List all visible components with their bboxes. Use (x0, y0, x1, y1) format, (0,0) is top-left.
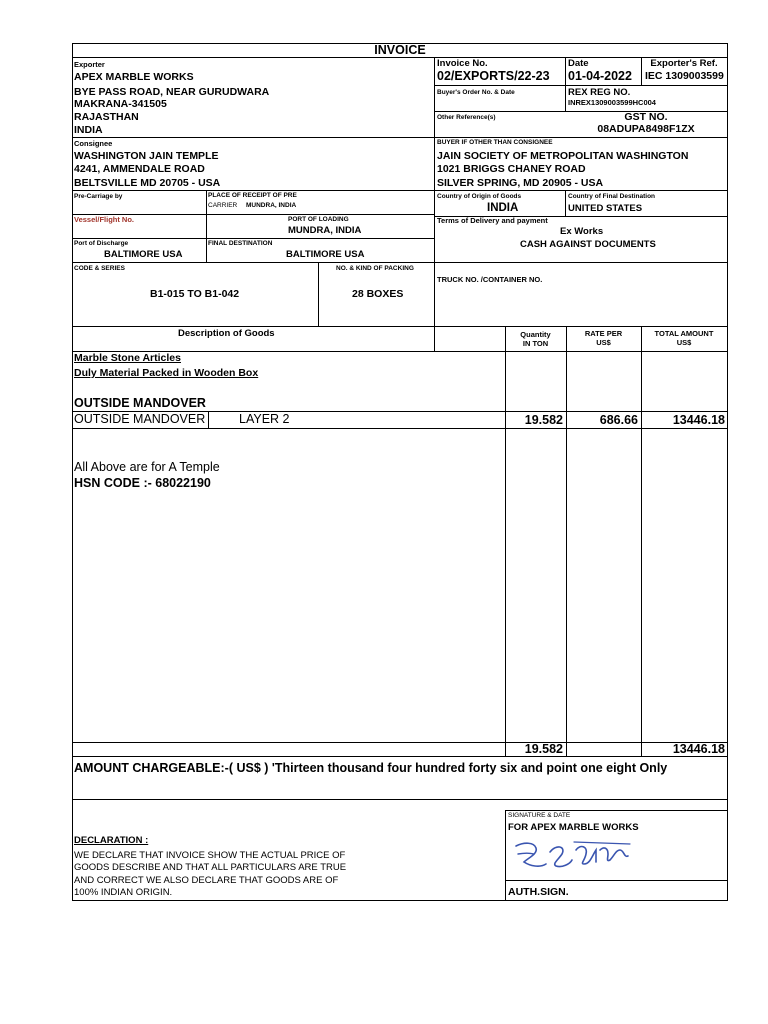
buyer-address2: SILVER SPRING, MD 20905 - USA (437, 177, 604, 189)
line-h (72, 742, 728, 743)
desc-header: Description of Goods (178, 328, 275, 339)
total-header: TOTAL AMOUNT (654, 329, 714, 338)
line-h (72, 262, 728, 263)
signature-label: SIGNATURE & DATE (508, 812, 571, 819)
declaration-line1: WE DECLARE THAT INVOICE SHOW THE ACTUAL PRICE OF (74, 850, 346, 861)
section-title: OUTSIDE MANDOVER (74, 396, 206, 410)
item-qty: 19.582 (524, 413, 563, 427)
place-receipt-label: PLACE OF RECEIPT OF PRE (208, 192, 297, 199)
invoice-no-label: Invoice No. (437, 58, 488, 69)
port-discharge: BALTIMORE USA (104, 249, 183, 260)
line-v (565, 190, 566, 216)
line-v (206, 190, 207, 262)
buyer-address1: 1021 BRIGGS CHANEY ROAD (437, 163, 586, 175)
goods-line2: Duly Material Packed in Wooden Box (74, 367, 259, 379)
exporter-label: Exporter (74, 60, 105, 69)
port-loading-label: PORT OF LOADING (288, 216, 349, 223)
rate-unit: US$ (596, 338, 611, 347)
qty-unit: IN TON (522, 339, 549, 348)
carrier-value: MUNDRA, INDIA (246, 202, 297, 209)
amount-in-words: AMOUNT CHARGEABLE:-( US$ ) 'Thirteen thousand four hundred forty six and point one eight Only (74, 761, 668, 775)
terms-incoterm: Ex Works (560, 226, 604, 237)
invoice-date: 01-04-2022 (568, 69, 632, 83)
line-h (72, 238, 435, 239)
sum-qty: 19.582 (524, 742, 563, 756)
exporter-country: INDIA (74, 124, 103, 136)
origin-label: Country of Origin of Goods (437, 193, 522, 200)
item-name: OUTSIDE MANDOVER (74, 412, 206, 426)
line-h (72, 756, 728, 757)
packing-value: 28 BOXES (352, 288, 404, 300)
declaration-line2: GOODS DESCRIBE AND THAT ALL PARTICULARS ARE TRUE (74, 862, 347, 873)
consignee-address1: 4241, AMMENDALE ROAD (74, 163, 205, 175)
terms-payment: CASH AGAINST DOCUMENTS (520, 239, 656, 250)
line-h (72, 326, 728, 327)
line-h (434, 85, 728, 86)
auth-sign: AUTH.SIGN. (508, 886, 569, 898)
rate-header: RATE PER (584, 329, 623, 338)
buyer-name: JAIN SOCIETY OF METROPOLITAN WASHINGTON (437, 150, 689, 162)
line-v (208, 411, 209, 428)
item-rate: 686.66 (599, 413, 638, 427)
consignee-name: WASHINGTON JAIN TEMPLE (74, 150, 219, 162)
packing-label: NO. & KIND OF PACKING (336, 265, 414, 272)
declaration-title: DECLARATION : (74, 835, 149, 846)
rex-label: REX REG NO. (568, 87, 631, 98)
line-v (565, 57, 566, 112)
gst-number: 08ADUPA8498F1ZX (597, 123, 695, 135)
date-label: Date (568, 58, 589, 69)
line-v-rate (566, 326, 567, 757)
item-layer: LAYER 2 (239, 412, 290, 426)
truck-container-label: TRUCK NO. /CONTAINER NO. (437, 275, 543, 284)
line-v-qty (505, 326, 506, 757)
final-country-label: Country of Final Destination (568, 193, 656, 200)
total-unit: US$ (676, 338, 692, 347)
page-title: INVOICE (374, 43, 426, 57)
border-bottom (72, 900, 728, 901)
for-company: FOR APEX MARBLE WORKS (508, 822, 639, 833)
final-country: UNITED STATES (568, 203, 643, 214)
exporter-state: RAJASTHAN (74, 111, 139, 123)
vessel-label: Vessel/Flight No. (74, 215, 135, 224)
line-h (72, 428, 728, 429)
exporter-address1: BYE PASS ROAD, NEAR GURUDWARA (74, 86, 270, 98)
line-h (505, 880, 728, 881)
border-left (72, 43, 73, 901)
buyers-order-label: Buyer's Order No. & Date (437, 89, 515, 96)
exporter-address2: MAKRANA-341505 (74, 98, 167, 110)
border-right (727, 43, 728, 901)
origin-country: INDIA (487, 202, 519, 214)
line-v-sign (505, 810, 506, 901)
item-total: 13446.18 (672, 413, 725, 427)
consignee-address2: BELTSVILLE MD 20705 - USA (74, 177, 221, 189)
goods-line1: Marble Stone Articles (74, 352, 181, 364)
line-v-mid (434, 57, 435, 352)
exporter-name: APEX MARBLE WORKS (74, 71, 194, 83)
rex-number: INREX1309003599HC004 (568, 98, 656, 107)
consignee-label: Consignee (74, 139, 113, 148)
line-h (505, 810, 728, 811)
pre-carriage-label: Pre-Carriage by (74, 193, 123, 200)
handwritten-signature-icon (510, 836, 640, 878)
line-h (72, 137, 728, 138)
final-dest-label: FINAL DESTINATION (208, 240, 273, 247)
declaration-line4: 100% INDIAN ORIGIN. (74, 887, 173, 898)
buyer-label: BUYER IF OTHER THAN CONSIGNEE (437, 139, 553, 146)
qty-header: Quantity (520, 330, 551, 339)
gst-label: GST NO. (624, 111, 668, 123)
sum-total: 13446.18 (672, 742, 725, 756)
code-series-label: CODE & SERIES (74, 265, 125, 272)
line-under-title (72, 57, 728, 58)
line-h (72, 799, 728, 800)
invoice-no: 02/EXPORTS/22-23 (437, 69, 550, 83)
declaration-line3: AND CORRECT WE ALSO DECLARE THAT GOODS ARE OF (74, 875, 339, 886)
terms-label: Terms of Delivery and payment (437, 216, 548, 225)
final-dest: BALTIMORE USA (286, 249, 365, 260)
hsn-code: HSN CODE :- 68022190 (74, 476, 211, 490)
temple-note: All Above are for A Temple (74, 460, 220, 474)
code-series: B1-015 TO B1-042 (150, 288, 240, 300)
line-v (318, 262, 319, 326)
port-loading: MUNDRA, INDIA (288, 225, 362, 236)
port-discharge-label: Port of Discharge (74, 240, 129, 247)
carrier-label: CARRIER (208, 202, 238, 209)
line-v-total (641, 326, 642, 757)
exporter-ref-label: Exporter's Ref. (650, 58, 718, 69)
exporter-ref: IEC 1309003599 (645, 70, 724, 82)
line-h (72, 190, 728, 191)
other-ref-label: Other Reference(s) (437, 114, 496, 121)
